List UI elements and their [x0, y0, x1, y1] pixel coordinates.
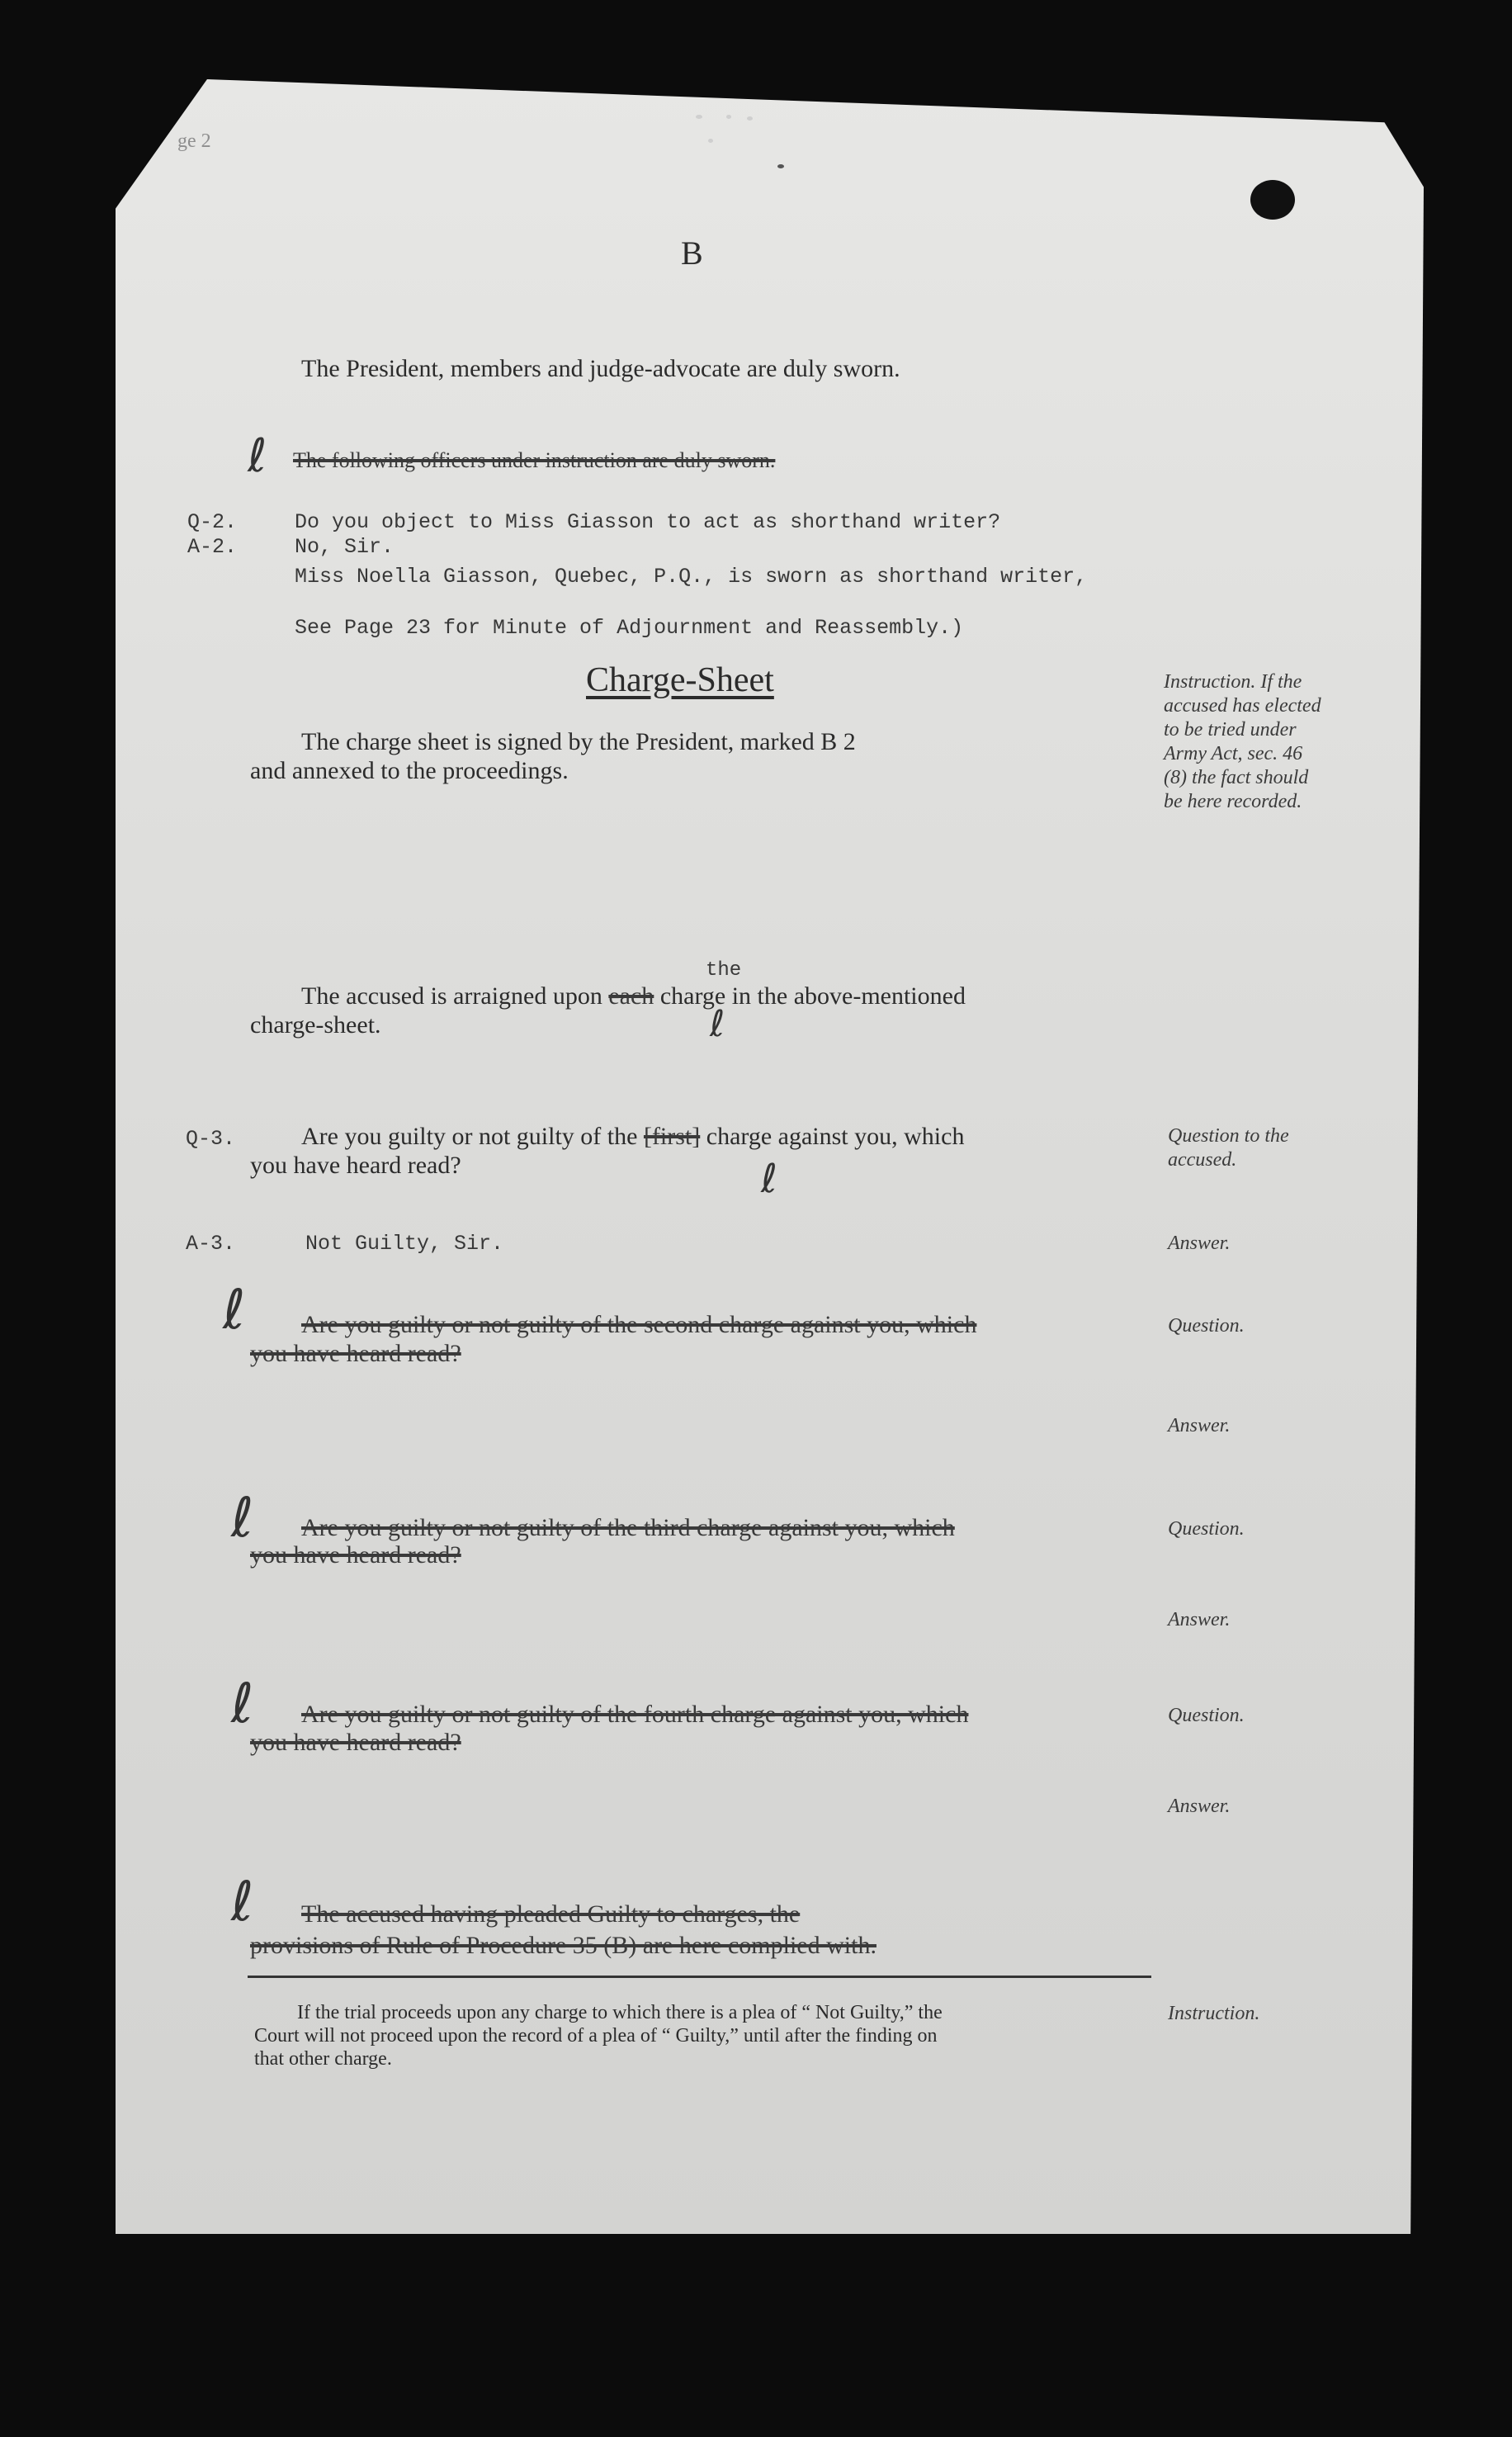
- a3-side-note: Answer.: [1168, 1233, 1231, 1254]
- question-side-note: Question.: [1168, 1315, 1245, 1337]
- charge-signed-line2: and annexed to the proceedings.: [250, 757, 569, 784]
- struck-plea-line1: The accused having pleaded Guilty to charges, the: [301, 1900, 801, 1928]
- q3-struck-word: [first]: [643, 1123, 701, 1150]
- arraignment-line2: charge-sheet.: [250, 1011, 381, 1039]
- struck-question-line1: Are you guilty or not guilty of the second charge against you, which: [301, 1311, 977, 1338]
- footer-instruction-line1: If the trial proceeds upon any charge to which there is a plea of “ Not Guilty,” the: [297, 2002, 943, 2023]
- divider-rule: [248, 1976, 1151, 1978]
- charge-sheet-title: Charge-Sheet: [586, 661, 774, 699]
- a3-text: Not Guilty, Sir.: [305, 1232, 504, 1256]
- answer-side-note: Answer.: [1168, 1796, 1231, 1817]
- footer-instruction-line2: Court will not proceed upon the record of a plea of “ Guilty,” until after the finding on: [254, 2025, 938, 2047]
- sworn-line: The President, members and judge-advocate are duly sworn.: [301, 355, 900, 382]
- struck-officers-line: The following officers under instruction are duly sworn.: [293, 448, 776, 472]
- handwritten-initials: ℓ: [223, 1278, 246, 1342]
- q3-suffix: charge against you, which: [706, 1123, 965, 1150]
- footer-side-note: Instruction.: [1168, 2003, 1260, 2024]
- q3-line1: [301, 1123, 964, 1151]
- instruction-note: Instruction. If the accused has elected to be tried under Army Act, sec. 46 (8) the fact should be here recorded.: [1164, 671, 1321, 812]
- struck-question-line2: you have heard read?: [250, 1729, 461, 1756]
- handwritten-initials: ℓ: [231, 1870, 254, 1933]
- ink-speck: [777, 164, 784, 168]
- a3-label: A-3.: [186, 1232, 236, 1256]
- charge-signed-line1: The charge sheet is signed by the President, marked B 2: [301, 728, 856, 755]
- q2-text: Do you object to Miss Giasson to act as shorthand writer?: [295, 510, 1001, 534]
- struck-question-line1: Are you guilty or not guilty of the fourth charge against you, which: [301, 1701, 969, 1728]
- question-side-note: Question.: [1168, 1518, 1245, 1540]
- handwritten-initials: ℓ: [710, 1003, 725, 1045]
- ink-speck: [726, 115, 731, 119]
- punch-hole: [1250, 180, 1295, 220]
- q3-prefix: Are you guilty or not guilty of the: [301, 1123, 638, 1150]
- section-letter: B: [681, 234, 703, 272]
- arraignment-suffix: charge in the above-mentioned: [659, 982, 966, 1010]
- question-side-note: Question.: [1168, 1705, 1245, 1726]
- page-label: ge 2: [177, 130, 211, 152]
- q3-line2: you have heard read?: [250, 1152, 461, 1179]
- answer-side-note: Answer.: [1168, 1415, 1231, 1436]
- inserted-word: the: [706, 959, 742, 982]
- arraignment-struck-word: each: [608, 982, 654, 1010]
- a2-text: No, Sir.: [295, 535, 395, 559]
- see-page-text: See Page 23 for Minute of Adjournment and Reassembly.): [295, 616, 964, 640]
- shorthand-sworn-text: Miss Noella Giasson, Quebec, P.Q., is sworn as shorthand writer,: [295, 565, 1088, 589]
- handwritten-initials: ℓ: [761, 1156, 777, 1202]
- struck-plea-line2: provisions of Rule of Procedure 35 (B) are here complied with.: [250, 1932, 876, 1959]
- q2-label: Q-2.: [187, 510, 238, 534]
- answer-side-note: Answer.: [1168, 1609, 1231, 1630]
- arraignment-prefix: The accused is arraigned upon: [301, 982, 602, 1010]
- handwritten-initials: ℓ: [231, 1486, 254, 1550]
- a2-label: A-2.: [187, 535, 238, 559]
- footer-instruction-line3: that other charge.: [254, 2048, 392, 2070]
- struck-question-line1: Are you guilty or not guilty of the third charge against you, which: [301, 1514, 955, 1541]
- ink-speck: [708, 139, 713, 143]
- struck-question-line2: you have heard read?: [250, 1340, 461, 1367]
- arraignment-line1: [301, 982, 966, 1010]
- ink-speck: [696, 115, 702, 119]
- struck-question-line2: you have heard read?: [250, 1541, 461, 1569]
- handwritten-initials: ℓ: [231, 1672, 254, 1735]
- handwritten-initials: ℓ: [248, 429, 267, 483]
- q3-side-note: Question to the accused.: [1168, 1125, 1289, 1171]
- q3-label: Q-3.: [186, 1127, 236, 1151]
- ink-speck: [747, 116, 753, 121]
